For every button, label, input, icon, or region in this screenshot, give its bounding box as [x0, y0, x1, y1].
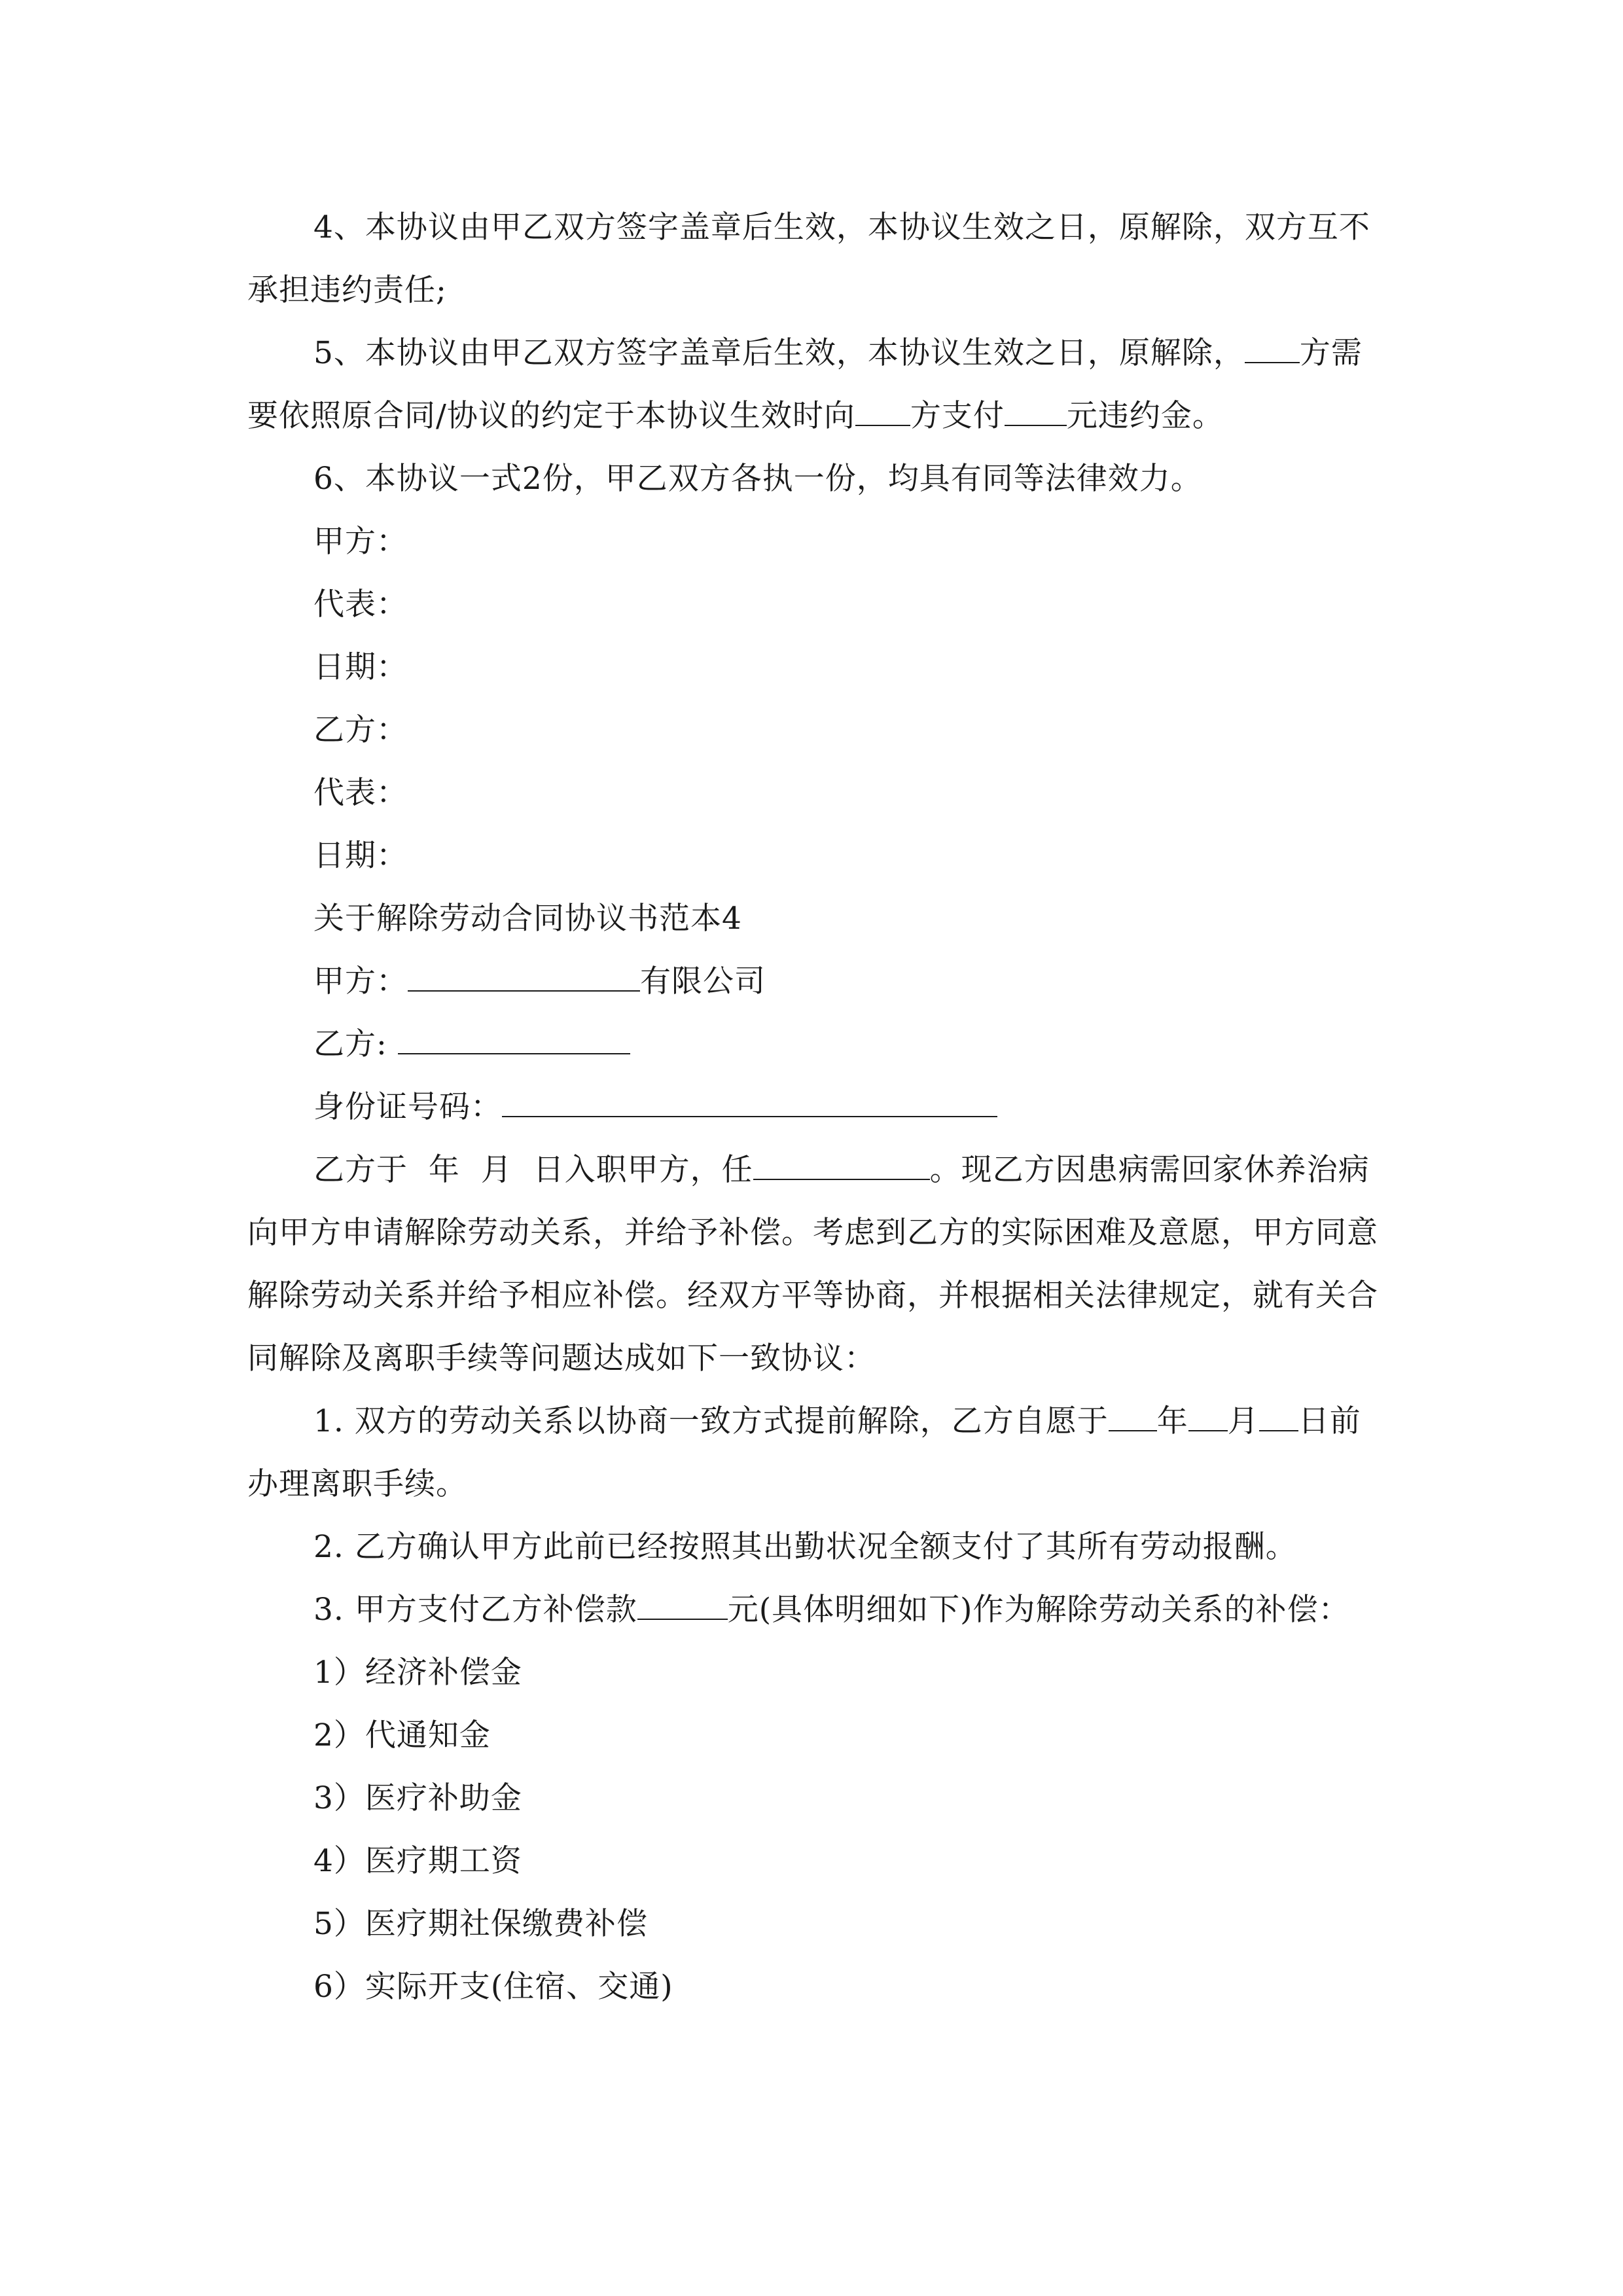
- clause-5-text-3: 方支付: [910, 398, 1005, 434]
- party-b-line: [247, 1013, 1389, 1076]
- sub-item-actual-expenses: 6）实际开支(住宿、交通): [313, 1969, 673, 2005]
- blank-day: [1259, 1395, 1298, 1431]
- party-b-label: 乙方:: [313, 1026, 398, 1062]
- blank-party-b-name: [398, 1018, 630, 1054]
- item-1: [247, 1390, 1389, 1516]
- intro-text-1: 乙方于 年 月 日入职甲方，任: [313, 1152, 753, 1188]
- item-1-month: 月: [1227, 1403, 1259, 1439]
- party-a-label: 甲方：: [313, 963, 408, 999]
- clause-5-text-2: 方需要依照原合同/协议的约定于本协议生效时向: [247, 335, 1363, 434]
- sub-item-social-insurance: 5）医疗期社保缴费补偿: [313, 1906, 648, 1942]
- id-number-line: [247, 1076, 1389, 1139]
- blank-compensation-amount: [637, 1583, 728, 1620]
- blank-party-payer: [1245, 327, 1300, 363]
- blank-penalty-amount: [1005, 389, 1067, 426]
- item-1-year: 年: [1156, 1403, 1188, 1439]
- sub-item-medical-subsidy: 3）医疗补助金: [313, 1780, 522, 1816]
- item-1-text-1: 1. 双方的劳动关系以协商一致方式提前解除，乙方自愿于: [313, 1403, 1109, 1439]
- item-2: 2. 乙方确认甲方此前已经按照其出勤状况全额支付了其所有劳动报酬。: [313, 1529, 1297, 1565]
- blank-job-title: [753, 1143, 930, 1180]
- blank-id-number: [502, 1081, 997, 1117]
- clause-4: 4、本协议由甲乙双方签字盖章后生效，本协议生效之日，原解除，双方互不承担违约责任;: [247, 209, 1370, 308]
- blank-party-payee: [855, 389, 910, 426]
- document-body: [247, 196, 1389, 2018]
- item-3-text-1: 3. 甲方支付乙方补偿款: [313, 1592, 637, 1628]
- sub-item-economic-compensation: 1）经济补偿金: [313, 1655, 522, 1691]
- item-1-text-2: 日前办理离职手续。: [247, 1403, 1361, 1502]
- signature-date-b: 日期：: [313, 838, 408, 874]
- id-number-label: 身份证号码：: [313, 1089, 502, 1125]
- sub-item-medical-period-wage: 4）医疗期工资: [313, 1843, 522, 1879]
- item-3: [247, 1579, 1389, 1641]
- signature-party-a: 甲方：: [313, 524, 408, 560]
- blank-month: [1188, 1395, 1228, 1431]
- intro-paragraph: [247, 1139, 1389, 1390]
- signature-rep-b: 代表：: [313, 775, 408, 811]
- party-a-line: [247, 950, 1389, 1013]
- signature-rep-a: 代表：: [313, 586, 408, 622]
- clause-5-text-4: 元违约金。: [1066, 398, 1224, 434]
- clause-5: [247, 322, 1389, 448]
- blank-company-name: [408, 955, 640, 992]
- clause-6: 6、本协议一式2份，甲乙双方各执一份，均具有同等法律效力。: [313, 461, 1202, 497]
- signature-party-b: 乙方：: [313, 712, 408, 748]
- party-a-suffix: 有限公司: [640, 963, 766, 999]
- blank-year: [1109, 1395, 1157, 1431]
- clause-5-text-1: 5、本协议由甲乙双方签字盖章后生效，本协议生效之日，原解除，: [313, 335, 1245, 371]
- sub-item-notice-pay: 2）代通知金: [313, 1717, 491, 1753]
- intro-text-2: 。现乙方因患病需回家休养治病向甲方申请解除劳动关系，并给予补偿。考虑到乙方的实际困难及意愿，甲方同意解除劳动关系并给予相应补偿。经双方平等协商，并根据相关法律规定，就有关合同解除及离职手续等问题达成如下一致协议：: [247, 1152, 1378, 1376]
- section-title: 关于解除劳动合同协议书范本4: [313, 901, 742, 937]
- signature-date-a: 日期：: [313, 649, 408, 685]
- item-3-text-2: 元(具体明细如下)作为解除劳动关系的补偿：: [727, 1592, 1350, 1628]
